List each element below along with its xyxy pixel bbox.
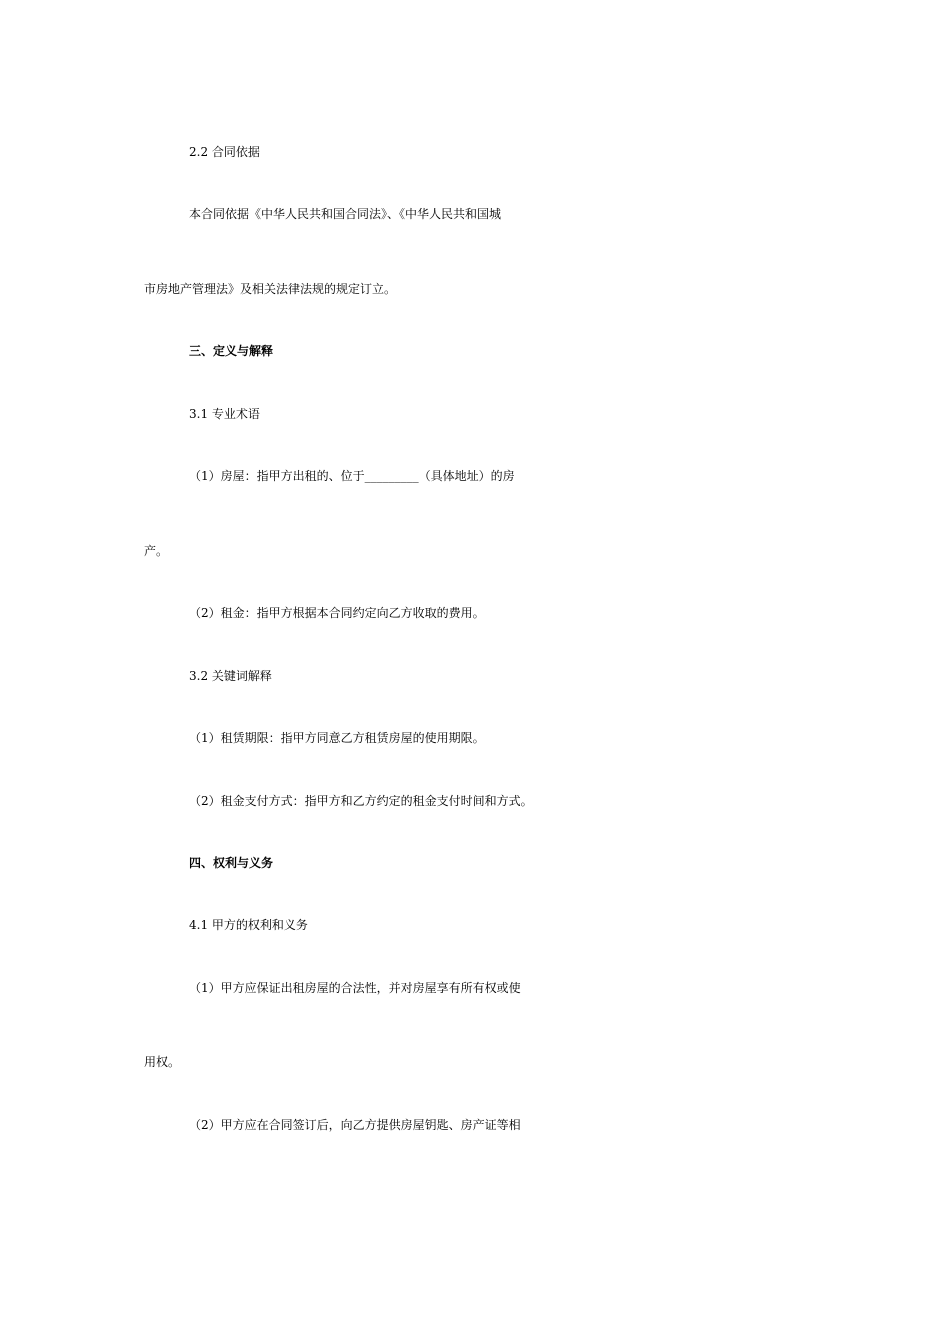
- paragraph-line: （1）甲方应保证出租房屋的合法性，并对房屋享有所有权或使: [189, 981, 521, 995]
- paragraph-line: （2）租金：指甲方根据本合同约定向乙方收取的费用。: [189, 606, 485, 620]
- subsection-heading-3-2: 3.2 关键词解释: [189, 669, 272, 683]
- paragraph-line: 本合同依据《中华人民共和国合同法》、《中华人民共和国城: [189, 207, 502, 221]
- paragraph-line: 用权。: [144, 1055, 181, 1069]
- subsection-heading-4-1: 4.1 甲方的权利和义务: [189, 918, 308, 932]
- subsection-heading-2-2: 2.2 合同依据: [189, 145, 260, 159]
- section-heading-4: 四、权利与义务: [189, 856, 274, 870]
- paragraph-line: 市房地产管理法》及相关法律法规的规定订立。: [144, 282, 397, 296]
- subsection-heading-3-1: 3.1 专业术语: [189, 407, 260, 421]
- paragraph-line: 产。: [144, 544, 169, 558]
- paragraph-line: （2）租金支付方式：指甲方和乙方约定的租金支付时间和方式。: [189, 794, 533, 808]
- paragraph-line: （2）甲方应在合同签订后，向乙方提供房屋钥匙、房产证等相: [189, 1118, 521, 1132]
- paragraph-line: （1）租赁期限：指甲方同意乙方租赁房屋的使用期限。: [189, 731, 485, 745]
- section-heading-3: 三、定义与解释: [189, 344, 274, 358]
- paragraph-line: （1）房屋：指甲方出租的、位于_________（具体地址）的房: [189, 469, 515, 483]
